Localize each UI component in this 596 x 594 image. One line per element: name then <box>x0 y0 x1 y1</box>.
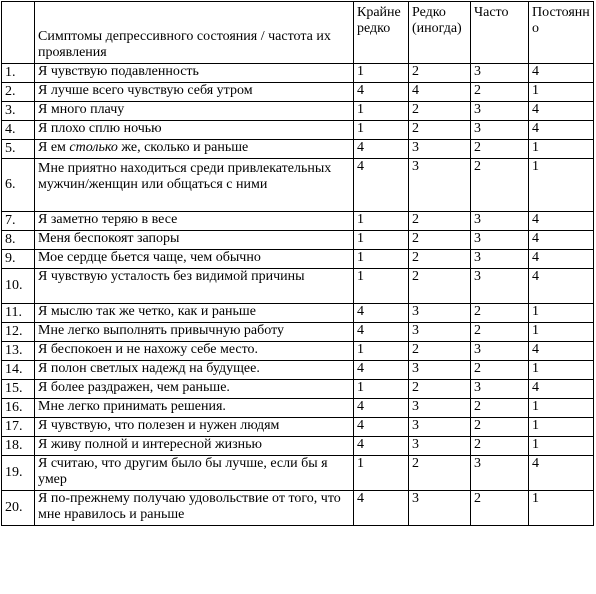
value-sometimes: 3 <box>409 323 471 342</box>
header-col-always: Постоянно <box>529 2 594 64</box>
value-sometimes: 2 <box>409 64 471 83</box>
value-often: 3 <box>471 342 529 361</box>
row-number: 11. <box>2 304 35 323</box>
row-number: 10. <box>2 269 35 304</box>
value-rarely: 4 <box>354 83 409 102</box>
value-always: 1 <box>529 323 594 342</box>
value-rarely: 1 <box>354 269 409 304</box>
value-rarely: 4 <box>354 159 409 212</box>
table-row <box>2 269 594 304</box>
value-always: 1 <box>529 159 594 212</box>
value-often: 3 <box>471 231 529 250</box>
value-rarely: 1 <box>354 64 409 83</box>
value-sometimes: 3 <box>409 418 471 437</box>
value-often: 3 <box>471 456 529 491</box>
value-sometimes: 2 <box>409 231 471 250</box>
value-sometimes: 4 <box>409 83 471 102</box>
header-col-sometimes: Редко (иногда) <box>409 2 471 64</box>
symptom-text: Я много плачу <box>35 102 354 121</box>
value-often: 2 <box>471 491 529 526</box>
value-rarely: 1 <box>354 380 409 399</box>
symptom-text: Я полон светлых надежд на будущее. <box>35 361 354 380</box>
value-sometimes: 2 <box>409 456 471 491</box>
value-often: 3 <box>471 64 529 83</box>
row-number: 9. <box>2 250 35 269</box>
value-sometimes: 2 <box>409 102 471 121</box>
value-rarely: 4 <box>354 361 409 380</box>
value-sometimes: 2 <box>409 342 471 361</box>
symptom-text-part: же, сколько и раньше <box>117 140 249 155</box>
table-row <box>2 250 594 269</box>
row-number: 12. <box>2 323 35 342</box>
value-always: 4 <box>529 342 594 361</box>
value-always: 1 <box>529 437 594 456</box>
value-always: 1 <box>529 83 594 102</box>
row-number: 5. <box>2 140 35 159</box>
value-sometimes: 2 <box>409 380 471 399</box>
value-sometimes: 2 <box>409 250 471 269</box>
value-often: 2 <box>471 323 529 342</box>
symptom-text: Я чувствую усталость без видимой причины <box>35 269 354 304</box>
table-row <box>2 83 594 102</box>
table-row <box>2 456 594 491</box>
value-rarely: 1 <box>354 231 409 250</box>
value-always: 1 <box>529 304 594 323</box>
value-often: 2 <box>471 159 529 212</box>
value-always: 1 <box>529 399 594 418</box>
row-number: 8. <box>2 231 35 250</box>
row-number: 18. <box>2 437 35 456</box>
value-always: 4 <box>529 380 594 399</box>
symptom-text: Я беспокоен и не нахожу себе место. <box>35 342 354 361</box>
symptom-text-part: Я ем <box>38 140 70 155</box>
symptom-text: Я считаю, что другим было бы лучше, если бы я умер <box>35 456 354 491</box>
value-sometimes: 2 <box>409 121 471 140</box>
row-number: 16. <box>2 399 35 418</box>
value-often: 3 <box>471 212 529 231</box>
value-sometimes: 3 <box>409 437 471 456</box>
value-always: 1 <box>529 418 594 437</box>
value-rarely: 4 <box>354 437 409 456</box>
symptom-text: Я лучше всего чувствую себя утром <box>35 83 354 102</box>
header-row <box>2 2 594 64</box>
value-often: 3 <box>471 102 529 121</box>
value-rarely: 4 <box>354 418 409 437</box>
value-always: 1 <box>529 140 594 159</box>
row-number: 20. <box>2 491 35 526</box>
header-col-rarely: Крайне редко <box>354 2 409 64</box>
table-row <box>2 102 594 121</box>
row-number: 7. <box>2 212 35 231</box>
row-number: 15. <box>2 380 35 399</box>
value-always: 4 <box>529 269 594 304</box>
table-row <box>2 212 594 231</box>
symptom-text: Я чувствую подавленность <box>35 64 354 83</box>
value-rarely: 4 <box>354 323 409 342</box>
symptom-text <box>35 140 354 159</box>
value-always: 1 <box>529 361 594 380</box>
value-sometimes: 3 <box>409 399 471 418</box>
row-number: 1. <box>2 64 35 83</box>
value-always: 1 <box>529 491 594 526</box>
table-row <box>2 64 594 83</box>
value-always: 4 <box>529 231 594 250</box>
table-row <box>2 399 594 418</box>
symptom-text: Я плохо сплю ночью <box>35 121 354 140</box>
value-sometimes: 3 <box>409 159 471 212</box>
value-often: 3 <box>471 250 529 269</box>
value-often: 2 <box>471 399 529 418</box>
header-symptom-cell: Симптомы депрессивного состояния / частота их проявления <box>35 2 354 64</box>
value-often: 2 <box>471 418 529 437</box>
value-sometimes: 2 <box>409 269 471 304</box>
depression-scale-table <box>1 1 594 526</box>
table-row <box>2 380 594 399</box>
symptom-text: Я заметно теряю в весе <box>35 212 354 231</box>
symptom-text: Я более раздражен, чем раньше. <box>35 380 354 399</box>
value-rarely: 1 <box>354 456 409 491</box>
value-often: 2 <box>471 361 529 380</box>
value-often: 3 <box>471 380 529 399</box>
table-row <box>2 323 594 342</box>
header-num-cell <box>2 2 35 64</box>
value-rarely: 4 <box>354 304 409 323</box>
symptom-text: Мне легко выполнять привычную работу <box>35 323 354 342</box>
table-row <box>2 361 594 380</box>
table-row <box>2 491 594 526</box>
value-always: 4 <box>529 212 594 231</box>
symptom-text: Меня беспокоят запоры <box>35 231 354 250</box>
value-rarely: 1 <box>354 121 409 140</box>
value-rarely: 1 <box>354 250 409 269</box>
value-sometimes: 3 <box>409 140 471 159</box>
table-row <box>2 304 594 323</box>
value-often: 2 <box>471 140 529 159</box>
value-rarely: 4 <box>354 140 409 159</box>
value-always: 4 <box>529 121 594 140</box>
row-number: 13. <box>2 342 35 361</box>
value-rarely: 1 <box>354 102 409 121</box>
value-often: 3 <box>471 121 529 140</box>
row-number: 4. <box>2 121 35 140</box>
table-row <box>2 437 594 456</box>
symptom-text: Мое сердце бьется чаще, чем обычно <box>35 250 354 269</box>
symptom-text: Мне легко принимать решения. <box>35 399 354 418</box>
value-rarely: 1 <box>354 212 409 231</box>
value-always: 4 <box>529 456 594 491</box>
table-row <box>2 159 594 212</box>
table-body <box>2 2 594 526</box>
symptom-text: Я чувствую, что полезен и нужен людям <box>35 418 354 437</box>
table-row <box>2 418 594 437</box>
row-number: 19. <box>2 456 35 491</box>
value-often: 3 <box>471 269 529 304</box>
value-sometimes: 2 <box>409 212 471 231</box>
symptom-text: Я мыслю так же четко, как и раньше <box>35 304 354 323</box>
value-often: 2 <box>471 83 529 102</box>
value-often: 2 <box>471 437 529 456</box>
table-row <box>2 342 594 361</box>
symptom-text: Мне приятно находиться среди привлекательных мужчин/женщин или общаться с ними <box>35 159 354 212</box>
header-col-often: Часто <box>471 2 529 64</box>
value-rarely: 1 <box>354 342 409 361</box>
value-sometimes: 3 <box>409 304 471 323</box>
symptom-text: Я живу полной и интересной жизнью <box>35 437 354 456</box>
table-row <box>2 140 594 159</box>
value-always: 4 <box>529 250 594 269</box>
value-always: 4 <box>529 102 594 121</box>
value-sometimes: 3 <box>409 361 471 380</box>
symptom-text-emphasis: столько <box>69 140 118 155</box>
row-number: 14. <box>2 361 35 380</box>
value-sometimes: 3 <box>409 491 471 526</box>
row-number: 17. <box>2 418 35 437</box>
row-number: 3. <box>2 102 35 121</box>
symptom-text: Я по-прежнему получаю удовольствие от того, что мне нравилось и раньше <box>35 491 354 526</box>
table-row <box>2 121 594 140</box>
row-number: 6. <box>2 159 35 212</box>
row-number: 2. <box>2 83 35 102</box>
value-rarely: 4 <box>354 399 409 418</box>
value-always: 4 <box>529 64 594 83</box>
value-often: 2 <box>471 304 529 323</box>
table-row <box>2 231 594 250</box>
value-rarely: 4 <box>354 491 409 526</box>
